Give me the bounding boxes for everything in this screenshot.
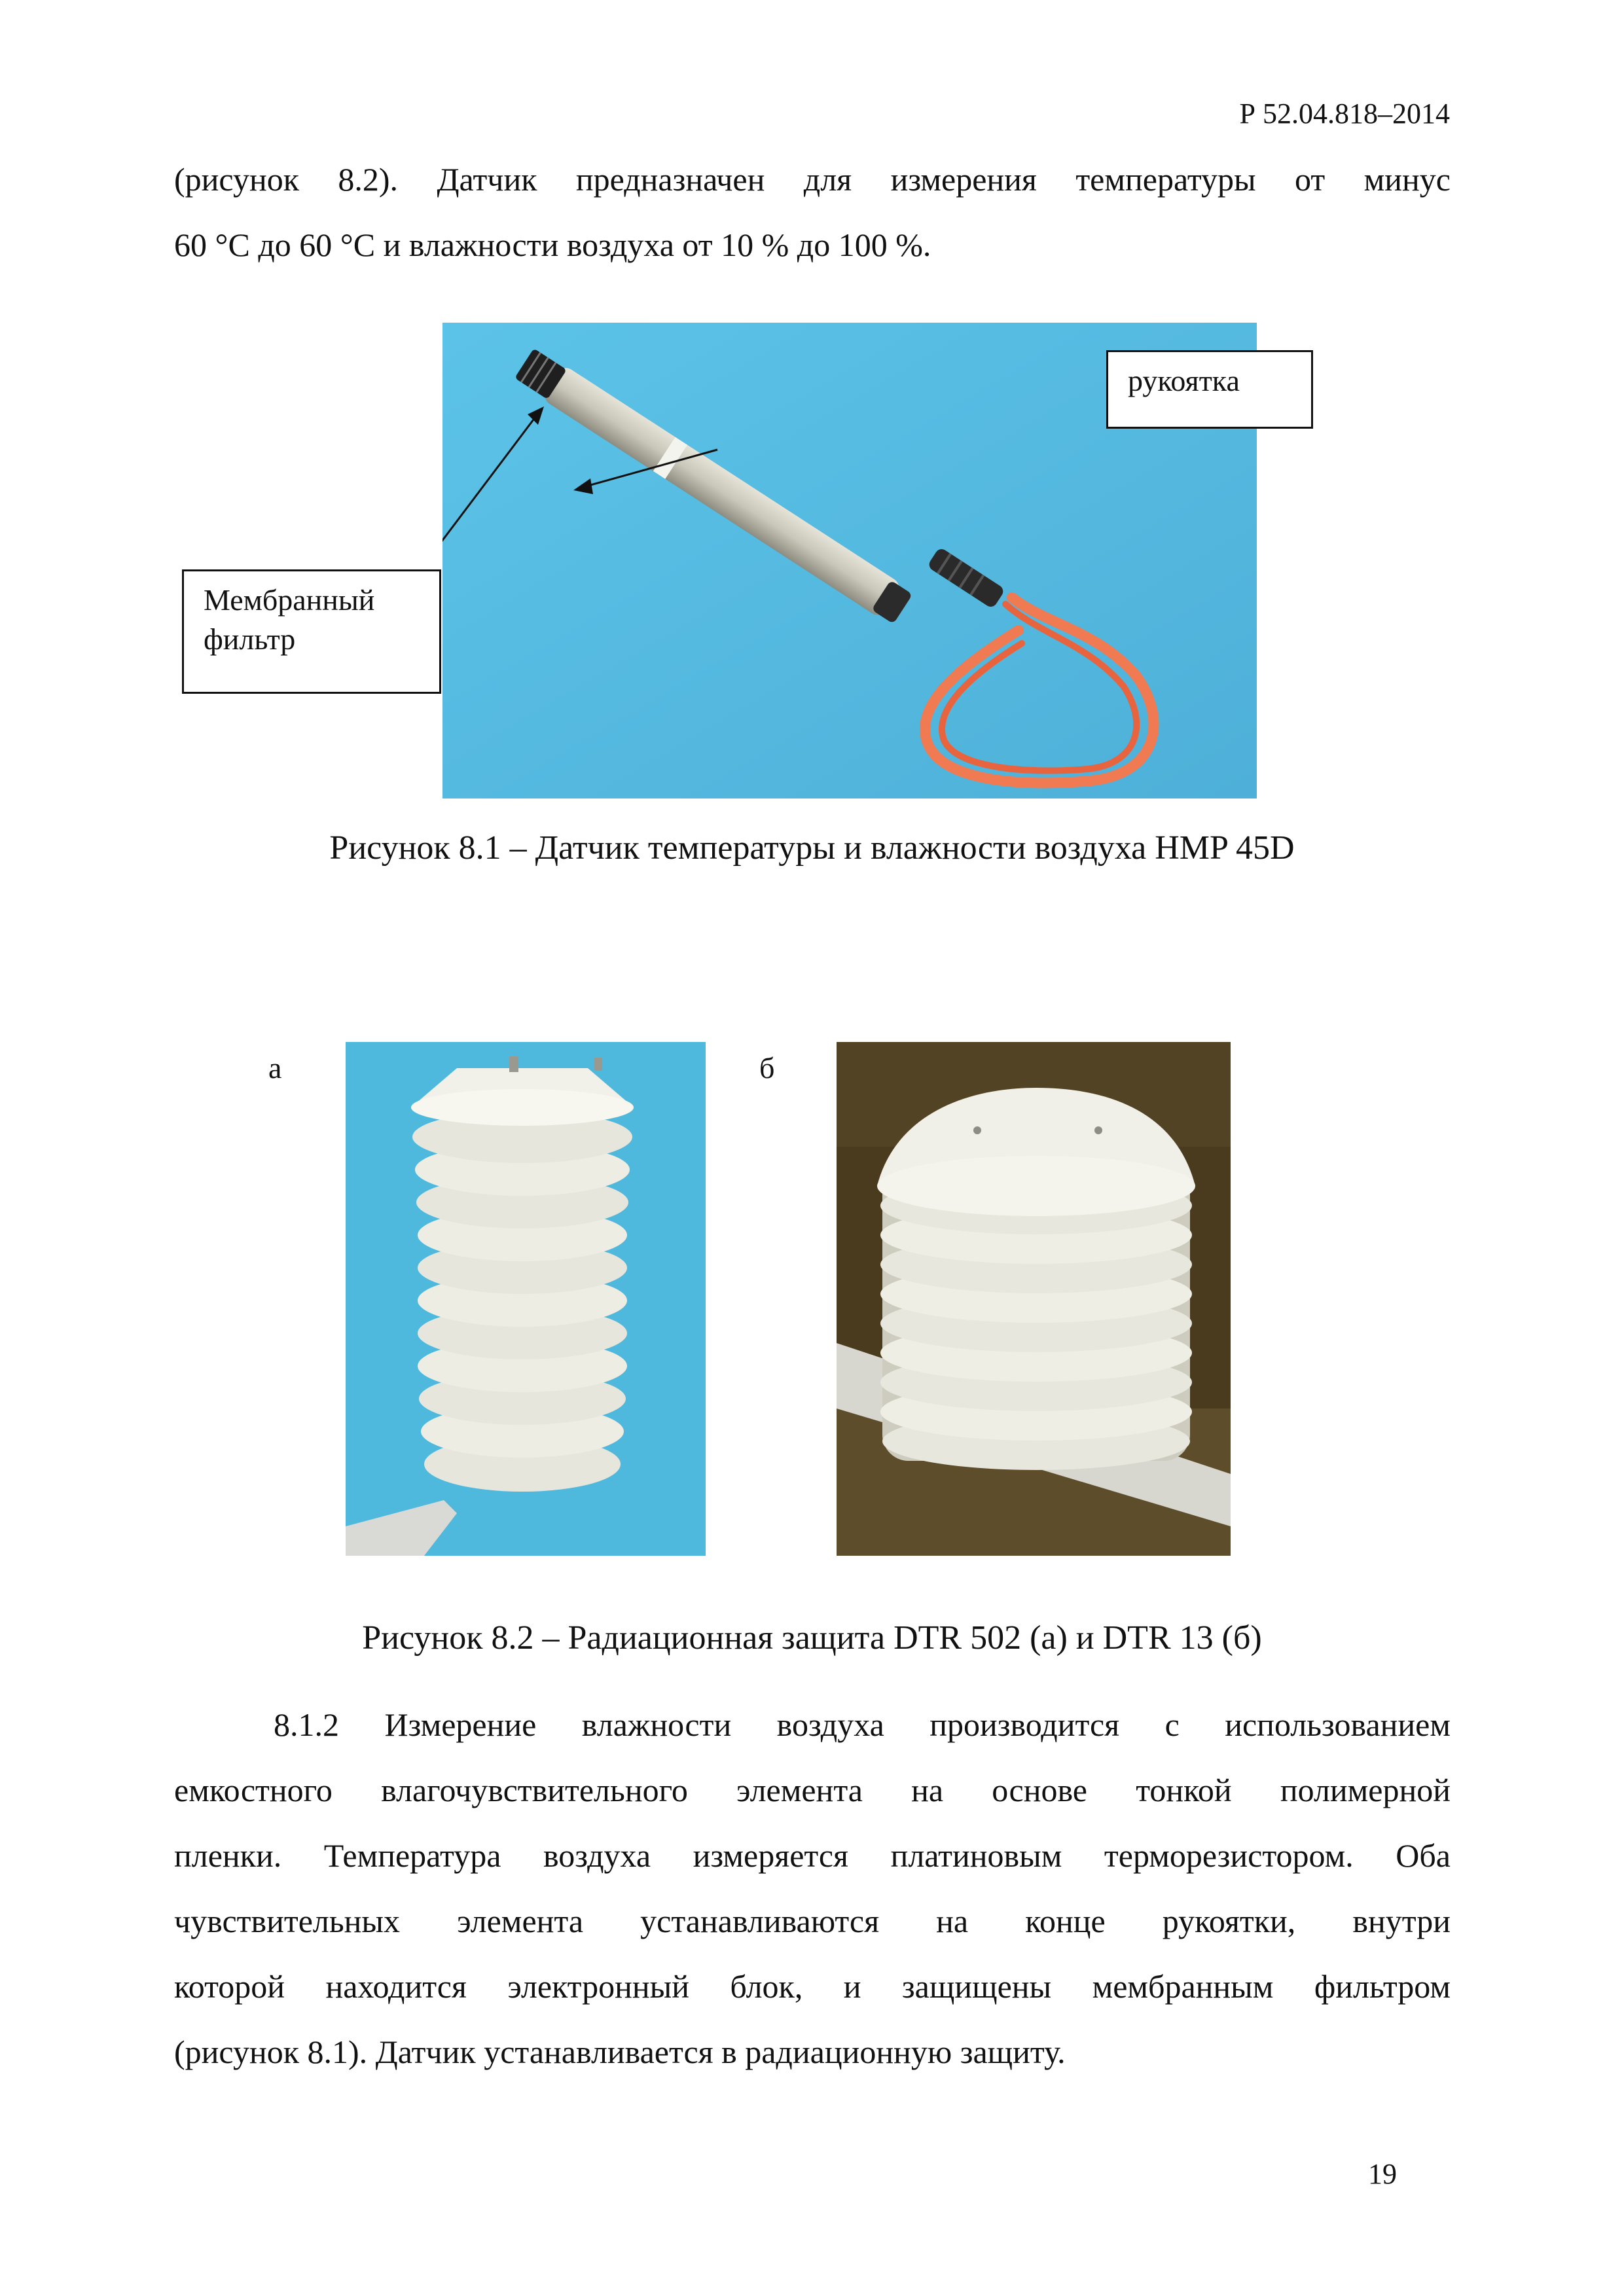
subfigure-label-b: б (759, 1051, 775, 1085)
body-line-2: емкостного влагочувствительного элемента на основе тонкой полимерной (174, 1772, 1451, 1808)
subfigure-label-a: а (268, 1051, 282, 1085)
shield-plates (877, 1088, 1195, 1470)
body-line-6: (рисунок 8.1). Датчик устанавливается в радиационную защиту. (174, 2034, 1066, 2070)
callout-filter-line-1: Мембранный (204, 583, 375, 617)
body-line-1: 8.1.2 Измерение влажности воздуха производится с использованием (274, 1706, 1451, 1743)
radiation-shield-dtr502 (346, 1042, 706, 1556)
body-line-3: пленки. Температура воздуха измеряется платиновым терморезистором. Оба (174, 1837, 1451, 1874)
document-code: Р 52.04.818–2014 (1239, 98, 1450, 130)
page-number: 19 (1368, 2158, 1397, 2190)
radiation-shield-dtr13 (837, 1042, 1231, 1556)
shield-plates (411, 1056, 634, 1492)
callout-filter-line-2: фильтр (204, 622, 296, 656)
body-line-5: которой находится электронный блок, и защищены мембранным фильтром (174, 1968, 1451, 2005)
callout-handle-text: рукоятка (1128, 364, 1240, 397)
figure-8-2-caption: Рисунок 8.2 – Радиационная защита DTR 502 (а) и DTR 13 (б) (362, 1619, 1262, 1657)
figure-8-1-caption: Рисунок 8.1 – Датчик температуры и влажности воздуха HMP 45D (329, 829, 1295, 867)
figure-8-2b-photo (837, 1042, 1231, 1556)
intro-line-1: (рисунок 8.2). Датчик предназначен для измерения температуры от минус (174, 161, 1451, 198)
body-line-4: чувствительных элемента устанавливаются на конце рукоятки, внутри (174, 1903, 1451, 1939)
figure-8-2a-photo (346, 1042, 706, 1556)
callout-handle (1106, 350, 1313, 429)
intro-line-2: 60 °С до 60 °С и влажности воздуха от 10 % до 100 %. (174, 226, 931, 263)
callout-membrane-filter (182, 569, 441, 694)
